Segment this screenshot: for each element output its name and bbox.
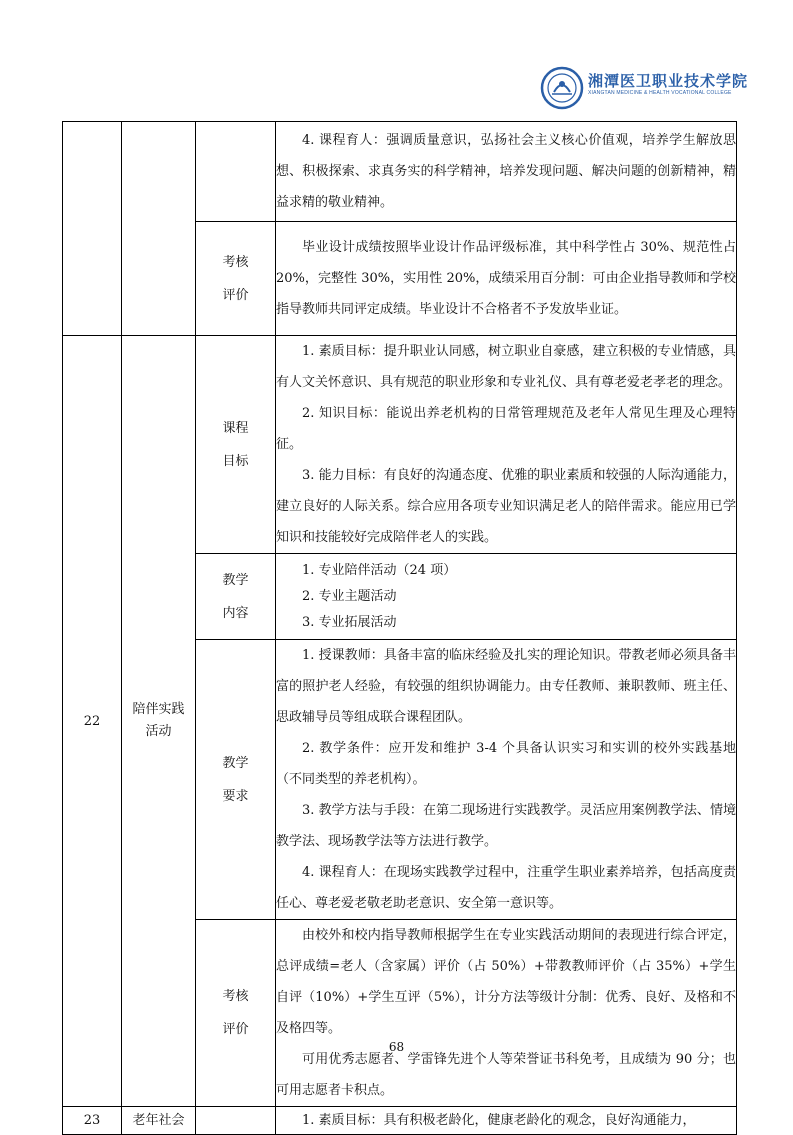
content-paragraph: 1. 授课教师：具备丰富的临床经验及扎实的理论知识。带教老师必须具备丰富的照护老人经验，有较强的组织协调能力。由专任教师、兼职教师、班主任、思政辅导员等组成联合课程团队。	[276, 648, 736, 725]
content-cell	[276, 336, 737, 554]
content-paragraph: 4. 课程育人：在现场实践教学过程中，注重学生职业素养培养，包括高度责任心、尊老爱老敬老助老意识、安全第一意识等。	[276, 865, 736, 911]
category-cell	[196, 640, 276, 920]
category-cell	[196, 1107, 276, 1135]
category-cell	[196, 222, 276, 336]
course-number-cell: 22	[63, 336, 122, 1107]
category-label: 课程	[222, 420, 249, 436]
content-cell	[276, 122, 737, 222]
category-label: 教学	[222, 755, 249, 771]
category-label: 内容	[222, 605, 249, 621]
content-cell	[276, 640, 737, 920]
course-name-line: 活动	[145, 724, 172, 739]
category-cell	[196, 122, 276, 222]
content-paragraph: 1. 专业陪伴活动（24 项）	[302, 562, 457, 578]
course-name-cell	[122, 122, 196, 336]
course-number-cell: 23	[63, 1107, 122, 1135]
content-cell	[276, 1107, 737, 1135]
content-paragraph: 3. 教学方法与手段：在第二现场进行实践教学。灵活应用案例教学法、情境教学法、现场教学法等方法进行教学。	[276, 803, 736, 849]
content-paragraph: 可用优秀志愿者、学雷锋先进个人等荣誉证书科免考，且成绩为 90 分；也可用志愿者卡积点。	[276, 1052, 736, 1098]
page-number: 68	[388, 1040, 405, 1054]
category-cell	[196, 554, 276, 640]
content-paragraph: 2. 教学条件：应开发和维护 3-4 个具备认识实习和实训的校外实践基地（不同类型的养老机构）。	[276, 741, 736, 787]
curriculum-table	[62, 121, 737, 1135]
course-name-cell: 老年社会	[122, 1107, 196, 1135]
content-paragraph: 毕业设计成绩按照毕业设计作品评级标准，其中科学性占 30%、规范性占 20%，完整性 30%，实用性 20%，成绩采用百分制：可由企业指导教师和学校指导教师共同评定成绩。毕业设计不合格者不予发放毕业证。	[276, 240, 736, 317]
table-row	[63, 1107, 737, 1135]
content-paragraph: 由校外和校内指导教师根据学生在专业实践活动期间的表现进行综合评定，总评成绩=老人（含家属）评价（占 50%）+带教教师评价（占 35%）+学生自评（10%）+学生互评（5%），计分方法等级计分制：优秀、良好、及格和不及格四等。	[276, 928, 736, 1036]
content-paragraph: 1. 素质目标：提升职业认同感，树立职业自豪感，建立积极的专业情感，具有人文关怀意识、具有规范的职业形象和专业礼仪、具有尊老爱老孝老的理念。	[276, 344, 736, 390]
category-label: 考核	[222, 254, 249, 270]
content-cell	[276, 554, 737, 640]
category-cell	[196, 336, 276, 554]
content-paragraph: 2. 知识目标：能说出养老机构的日常管理规范及老年人常见生理及心理特征。	[276, 406, 736, 452]
course-number-cell	[63, 122, 122, 336]
college-logo	[540, 66, 749, 110]
category-label: 目标	[222, 453, 249, 469]
category-label: 评价	[222, 287, 249, 303]
category-label: 考核	[222, 989, 249, 1004]
course-name-line: 陪伴实践	[132, 702, 185, 717]
course-name-cell	[122, 336, 196, 1107]
college-emblem-icon	[540, 66, 584, 110]
content-cell	[276, 920, 737, 1107]
category-label: 评价	[222, 1022, 249, 1037]
content-cell	[276, 222, 737, 336]
logo-chinese-name: 湘潭医卫职业技术学院	[588, 72, 749, 90]
category-cell	[196, 920, 276, 1107]
content-paragraph: 4. 课程育人：强调质量意识，弘扬社会主义核心价值观，培养学生解放思想、积极探索、求真务实的科学精神，培养发现问题、解决问题的创新精神，精益求精的敬业精神。	[276, 133, 736, 210]
content-paragraph: 1. 素质目标：具有积极老龄化，健康老龄化的观念，良好沟通能力，	[302, 1112, 696, 1128]
table-row	[63, 122, 737, 222]
category-label: 教学	[222, 572, 249, 588]
content-paragraph: 3. 专业拓展活动	[302, 614, 397, 630]
category-label: 要求	[222, 788, 249, 804]
table-row	[63, 336, 737, 554]
logo-english-name: XIANGTAN MEDICINE & HEALTH VOCATIONAL COLLEGE	[588, 90, 732, 96]
content-paragraph: 3. 能力目标：有良好的沟通态度、优雅的职业素质和较强的人际沟通能力，建立良好的人际关系。综合应用各项专业知识满足老人的陪伴需求。能应用已学知识和技能较好完成陪伴老人的实践。	[276, 468, 736, 545]
content-paragraph: 2. 专业主题活动	[302, 588, 397, 604]
